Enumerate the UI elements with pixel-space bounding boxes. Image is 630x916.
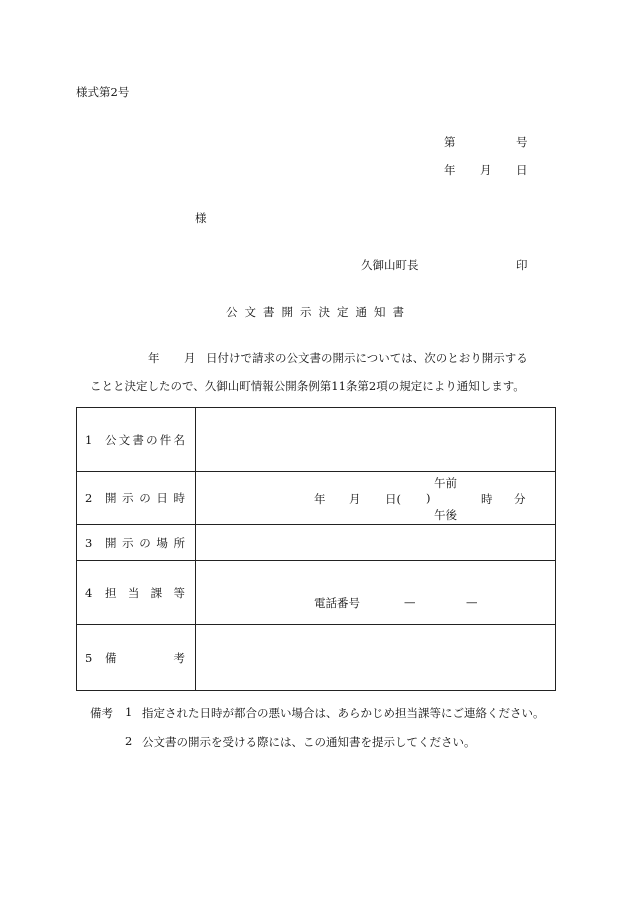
datetime-hour: 時 <box>481 492 493 506</box>
sender-name: 久御山町長 <box>361 258 419 272</box>
table-row <box>77 625 556 691</box>
table-row <box>77 525 556 561</box>
body-line2: ことと決定したので、久御山町情報公開条例第11条第2項の規定により通知します。 <box>90 379 525 393</box>
doc-number-dai: 第 <box>444 135 456 149</box>
phone-dash-2: — <box>466 595 478 609</box>
body-year: 年 <box>148 351 160 365</box>
table-row <box>77 472 556 525</box>
row-label-text: 担当課等 <box>105 585 185 600</box>
datetime-pm: 午後 <box>434 508 457 522</box>
seal-mark: 印 <box>516 258 528 272</box>
row-number: 2 <box>85 491 93 505</box>
notes-heading: 備考 <box>90 706 113 720</box>
table-row <box>77 408 556 472</box>
datetime-month: 月 <box>349 492 361 506</box>
row-label-text: 公文書の件名 <box>105 432 185 447</box>
addressee-suffix: 様 <box>195 211 207 225</box>
row-label-text: 開示の場所 <box>105 535 185 550</box>
datetime-day: 日( <box>385 492 401 506</box>
date-month: 月 <box>480 163 492 177</box>
table-row <box>77 561 556 625</box>
doc-number-go: 号 <box>516 135 528 149</box>
note-text: 公文書の開示を受ける際には、この通知書を提示してください。 <box>142 735 476 749</box>
row-label-place <box>77 525 196 561</box>
phone-label: 電話番号 <box>314 596 360 610</box>
phone-dash-1: — <box>404 595 416 609</box>
body-line1: 日付けで請求の公文書の開示については、次のとおり開示する <box>206 351 528 365</box>
note-number: 1 <box>125 705 133 719</box>
datetime-paren-close: ) <box>426 491 431 505</box>
note-text: 指定された日時が都合の悪い場合は、あらかじめ担当課等にご連絡ください。 <box>142 706 545 720</box>
datetime-year: 年 <box>314 492 326 506</box>
row-number: 5 <box>85 650 93 665</box>
date-day: 日 <box>516 163 528 177</box>
place-value-cell <box>196 525 556 561</box>
row-label-text: 備考 <box>105 650 185 665</box>
remarks-value-cell <box>196 625 556 691</box>
row-label-remarks <box>77 625 196 691</box>
row-label-subject <box>77 408 196 472</box>
subject-value-cell <box>196 408 556 472</box>
department-value-cell <box>196 561 556 625</box>
disclosure-table <box>76 407 556 691</box>
datetime-minute: 分 <box>514 492 526 506</box>
note-number: 2 <box>125 734 133 748</box>
body-month: 月 <box>184 351 196 365</box>
form-number: 様式第2号 <box>76 85 130 99</box>
document-title: 公文書開示決定通知書 <box>226 305 411 319</box>
datetime-am: 午前 <box>434 476 457 490</box>
row-number: 1 <box>85 432 93 447</box>
row-number: 4 <box>85 585 93 600</box>
row-label-text: 開示の日時 <box>105 491 185 505</box>
datetime-value-cell <box>196 472 556 525</box>
row-label-department <box>77 561 196 625</box>
row-number: 3 <box>85 535 93 550</box>
row-label-datetime <box>77 472 196 525</box>
date-year: 年 <box>444 163 456 177</box>
